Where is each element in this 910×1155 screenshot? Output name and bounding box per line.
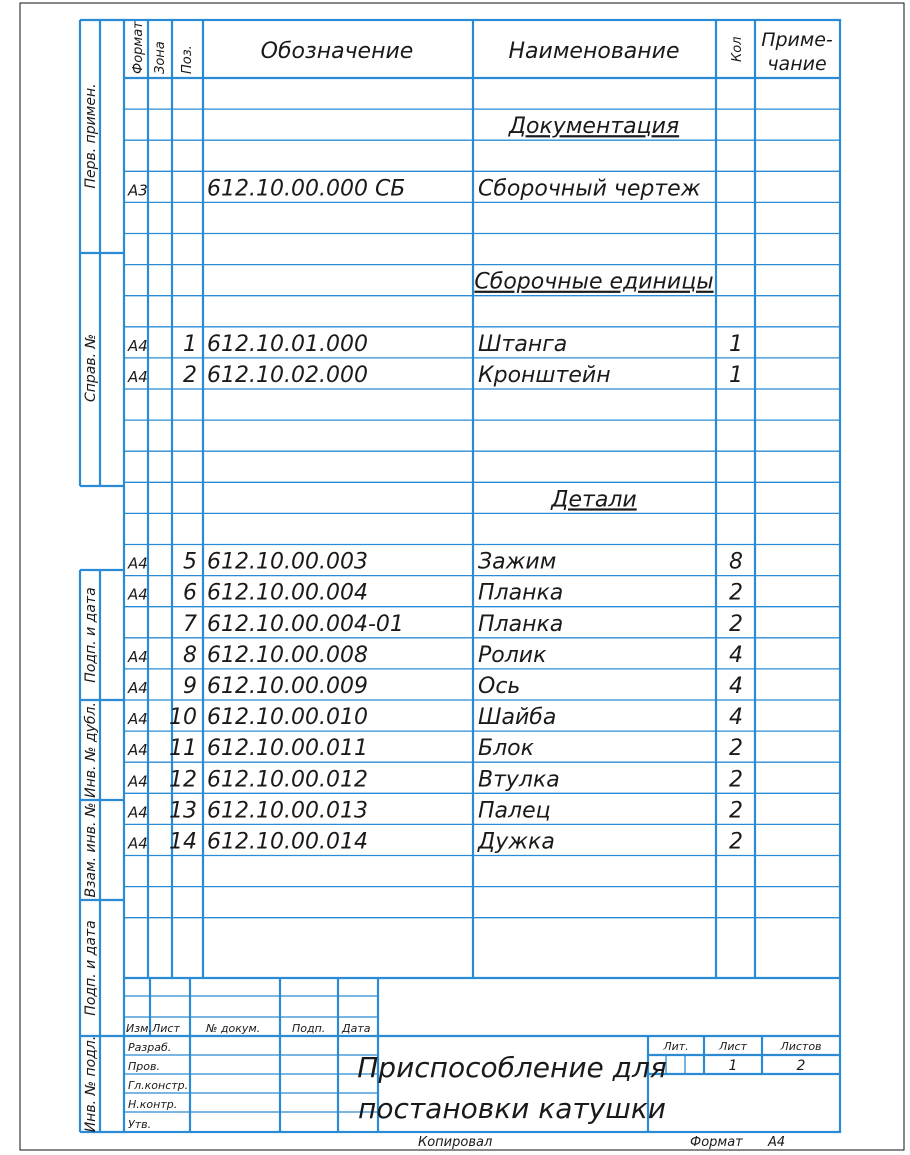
row-quantity: 1 bbox=[729, 331, 743, 357]
row-designation: 612.10.00.013 bbox=[207, 798, 368, 824]
footer-format-label: Формат bbox=[690, 1135, 743, 1150]
row-designation: 612.10.00.011 bbox=[207, 736, 368, 762]
row-designation: 612.10.00.004 bbox=[207, 580, 368, 606]
document-title-line2: постановки катушки bbox=[358, 1092, 666, 1125]
row-name: Блок bbox=[478, 736, 534, 762]
row-position: 1 bbox=[183, 331, 197, 357]
header-zone: Зона bbox=[153, 41, 168, 74]
ref-no-label: Справ. № bbox=[83, 333, 99, 403]
row-format: А4 bbox=[128, 336, 148, 355]
row-format: А4 bbox=[128, 710, 148, 729]
inv-orig-label: Инв. № подл. bbox=[83, 1035, 99, 1133]
row-quantity: 2 bbox=[729, 767, 743, 793]
row-format: А4 bbox=[128, 679, 148, 697]
header-pos: Поз. bbox=[180, 45, 195, 74]
sign-date-2-label: Подп. и дата bbox=[83, 920, 99, 1016]
tb-norm-control: Н.контр. bbox=[128, 1098, 178, 1111]
row-quantity: 2 bbox=[729, 829, 743, 855]
header-format: Формат bbox=[131, 21, 146, 74]
tb-developed: Разраб. bbox=[128, 1041, 172, 1054]
header-designation: Обозначение bbox=[260, 39, 414, 64]
row-name: Штанга bbox=[478, 331, 568, 357]
row-position: 5 bbox=[183, 549, 197, 575]
table-row bbox=[127, 736, 743, 761]
row-quantity: 2 bbox=[729, 736, 743, 762]
row-format: А4 bbox=[128, 741, 148, 760]
row-name: Втулка bbox=[478, 767, 560, 793]
row-format: А4 bbox=[128, 554, 148, 573]
tb-approved: Утв. bbox=[128, 1118, 152, 1131]
tb-date: Дата bbox=[342, 1022, 371, 1035]
row-designation: 612.10.00.010 bbox=[207, 705, 368, 731]
document-title-line1: Приспособление для bbox=[357, 1051, 667, 1084]
table-row bbox=[127, 643, 743, 668]
row-format: А4 bbox=[128, 803, 148, 822]
row-quantity: 4 bbox=[729, 642, 743, 668]
tb-list: Лист bbox=[152, 1022, 180, 1035]
table-row bbox=[127, 176, 701, 201]
table-row bbox=[127, 705, 743, 730]
table-row bbox=[127, 798, 743, 823]
row-name: Планка bbox=[478, 580, 564, 606]
table-row bbox=[550, 487, 636, 512]
row-designation: 612.10.02.000 bbox=[207, 363, 368, 388]
header-note-line1: Приме- bbox=[761, 29, 833, 51]
footer-format-value: А4 bbox=[768, 1135, 786, 1150]
tb-izm: Изм. bbox=[126, 1022, 152, 1035]
row-designation: 612.10.00.003 bbox=[207, 549, 368, 575]
sign-date-label: Подп. и дата bbox=[83, 587, 99, 683]
row-designation: 612.10.01.000 bbox=[207, 331, 368, 357]
row-name: Сборочный чертеж bbox=[478, 176, 701, 202]
row-format: А4 bbox=[128, 772, 148, 791]
section-heading: Сборочные единицы bbox=[474, 269, 714, 295]
tb-sheets: Листов bbox=[780, 1040, 822, 1053]
row-position: 11 bbox=[169, 736, 197, 762]
row-position: 12 bbox=[169, 767, 197, 793]
tb-sheet-value: 1 bbox=[728, 1058, 738, 1074]
row-name: Зажим bbox=[478, 549, 557, 575]
row-name: Ролик bbox=[478, 642, 547, 668]
table-row bbox=[127, 581, 743, 606]
table-row bbox=[508, 114, 679, 139]
row-format: А4 bbox=[128, 368, 148, 386]
row-quantity: 4 bbox=[729, 674, 743, 699]
tb-checked: Пров. bbox=[128, 1060, 160, 1073]
row-format: А3 bbox=[128, 181, 148, 200]
row-name: Кронштейн bbox=[478, 363, 611, 388]
first-use-label: Перв. примен. bbox=[83, 83, 99, 189]
row-quantity: 2 bbox=[729, 580, 743, 606]
row-designation: 612.10.00.012 bbox=[207, 767, 368, 793]
row-designation: 612.10.00.000 СБ bbox=[207, 176, 406, 202]
side-labels bbox=[83, 83, 99, 1132]
row-name: Шайба bbox=[478, 705, 557, 731]
spec-rows bbox=[124, 109, 840, 918]
header-name: Наименование bbox=[508, 39, 680, 64]
row-quantity: 2 bbox=[729, 798, 743, 824]
row-position: 9 bbox=[183, 674, 197, 699]
row-position: 6 bbox=[183, 580, 197, 606]
row-position: 13 bbox=[169, 798, 197, 824]
section-heading: Детали bbox=[551, 487, 637, 513]
header-note-line2: чание bbox=[767, 53, 827, 75]
row-position: 14 bbox=[169, 829, 197, 855]
tb-chief-designer: Гл.констр. bbox=[128, 1079, 189, 1092]
row-name: Палец bbox=[478, 798, 551, 824]
header-qty: Кол bbox=[730, 36, 745, 62]
row-position: 7 bbox=[183, 611, 197, 637]
table-row bbox=[127, 674, 743, 699]
table-row bbox=[127, 363, 743, 388]
tb-sheet: Лист bbox=[719, 1040, 747, 1053]
table-header bbox=[124, 21, 840, 78]
table-row bbox=[127, 830, 743, 855]
table-row bbox=[127, 767, 743, 792]
tb-doc-no: № докум. bbox=[206, 1022, 261, 1035]
row-format: А4 bbox=[128, 585, 148, 604]
tb-sheets-value: 2 bbox=[796, 1058, 806, 1074]
row-name: Планка bbox=[478, 611, 564, 637]
row-quantity: 1 bbox=[729, 363, 743, 388]
inv-dup-label: Инв. № дубл. bbox=[83, 702, 99, 798]
row-position: 10 bbox=[169, 705, 197, 731]
instead-inv-label: Взам. инв. № bbox=[83, 802, 99, 898]
row-format: А4 bbox=[128, 647, 148, 666]
title-block bbox=[124, 978, 840, 1132]
sheet-footer bbox=[418, 1135, 785, 1150]
footer-copied: Копировал bbox=[418, 1135, 493, 1150]
row-position: 8 bbox=[183, 642, 197, 668]
table-row bbox=[474, 270, 713, 295]
row-designation: 612.10.00.004-01 bbox=[207, 611, 404, 637]
table-row bbox=[127, 332, 743, 357]
table-row bbox=[183, 612, 743, 637]
row-designation: 612.10.00.009 bbox=[207, 674, 368, 699]
tb-sign: Подп. bbox=[292, 1022, 326, 1035]
row-quantity: 2 bbox=[729, 611, 743, 637]
tb-lit: Лит. bbox=[663, 1040, 689, 1053]
row-quantity: 8 bbox=[729, 549, 743, 575]
table-row bbox=[127, 550, 743, 575]
row-name: Ось bbox=[478, 674, 521, 699]
row-name: Дужка bbox=[478, 829, 555, 855]
row-quantity: 4 bbox=[729, 705, 743, 731]
row-designation: 612.10.00.014 bbox=[207, 829, 368, 855]
row-designation: 612.10.00.008 bbox=[207, 642, 368, 668]
row-position: 2 bbox=[183, 363, 197, 388]
row-format: А4 bbox=[128, 834, 148, 853]
section-heading: Документация bbox=[508, 114, 680, 140]
